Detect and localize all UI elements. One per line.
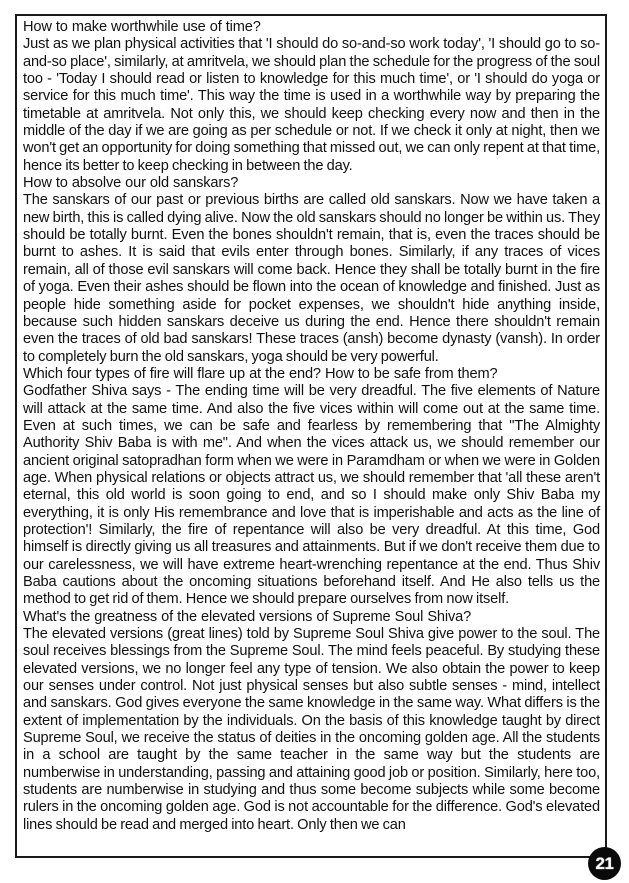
page-border <box>15 14 607 858</box>
page-number-badge <box>588 847 621 880</box>
question-heading: How to absolve our old sanskars? <box>23 175 239 192</box>
question-heading: How to make worthwhile use of time? <box>23 19 261 35</box>
answer-paragraph: Godfather Shiva says - The ending time will be very dreadful. The five elements of Nature will attack at the same time. And also the five vices within will come out at the same time. Even at such times, we can be safe and fearless by remembering that "The Almighty Authority Shiv Baba is with me". And when the vices attack us, we should remember our ancient original satopradhan form when we were in Paramdham or when we were in Golden age. When physical relations or objects attract us, we should remember that 'all these aren't eternal, this old world is soon going to end, and so I should make only Shiv Baba my everything, it is only His remembrance and love that is imperishable and acts as the line of protection'! Similarly, the fire of repentance will also be very dreadful. At this time, God himself is directly giving us all treasures and attainments. But if we don't receive them due to our carelessness, we will have extreme heart-wrenching repentance at the end. Thus Shiv Baba cautions about the oncoming situations beforehand itself. And He also tells us the method to get rid of them. Hence we should prepare ourselves from now itself. <box>23 383 600 608</box>
qa-section-four-fires <box>23 366 600 609</box>
answer-paragraph: The elevated versions (great lines) told by Supreme Soul Shiva give power to the soul. The soul receives blessings from the Supreme Soul. The mind feels peaceful. By studying these elevated versions, we no longer feel any type of tension. We also obtain the power to keep our senses under control. Not just physical senses but also subtle senses - mind, intellect and sanskars. God gives everyone the same knowledge in the same way. What differs is the extent of implementation by the individuals. On the basis of this knowledge taught by direct Supreme Soul, we receive the status of deities in the oncoming golden age. All the students in a school are taught by the same teacher in the same way but the students are numberwise in understanding, passing and attaining good job or position. Similarly, here too, students are numberwise in studying and thus some become subjects while some become rulers in the oncoming golden age. God is not accountable for the difference. God's elevated lines should be read and merged into heart. Only then we can <box>23 626 600 833</box>
page-number: 21 <box>595 853 614 873</box>
answer-paragraph: The sanskars of our past or previous births are called old sanskars. Now we have taken a new birth, this is called dying alive. Now the old sanskars should no longer be within us. They should be totally burnt. Even the bones shouldn't remain, that is, even the traces should be burnt to ashes. It is said that evils enter through bones. Similarly, if any traces of vices remain, all of those evil sanskars will come back. Hence they shall be totally burnt in the fire of yoga. Even their ashes should be flown into the ocean of knowledge and finished. Just as people hide something aside for pocket expenses, we shouldn't hide anything inside, because such hidden sanskars deceive us during the end. Hence there shouldn't remain even the traces of old bad sanskars! These traces (ansh) become dynasty (vansh). In order to completely burn the old sanskars, yoga should be very powerful. <box>23 192 600 365</box>
qa-section-time-use <box>23 19 600 175</box>
qa-section-elevated-versions <box>23 609 600 834</box>
question-heading: Which four types of fire will flare up at the end? How to be safe from them? <box>23 365 498 382</box>
qa-section-old-sanskars <box>23 175 600 366</box>
answer-paragraph: Just as we plan physical activities that 'I should do so-and-so work today', 'I should go to so-and-so place', similarly, at amritvela, we should plan the schedule for the progress of the soul too - 'Today I should read or listen to knowledge for this much time', or 'I should do yoga or service for this much time'. This way the time is used in a worthwhile way by preparing the timetable at amritvela. Not only this, we should keep checking every now and then in the middle of the day if we are going as per schedule or not. If we check it only at night, then we won't get an opportunity for doing something that missed out, we can only repent at that time, hence its better to keep checking in between the day. <box>23 36 600 174</box>
question-heading: What's the greatness of the elevated versions of Supreme Soul Shiva? <box>23 608 472 625</box>
